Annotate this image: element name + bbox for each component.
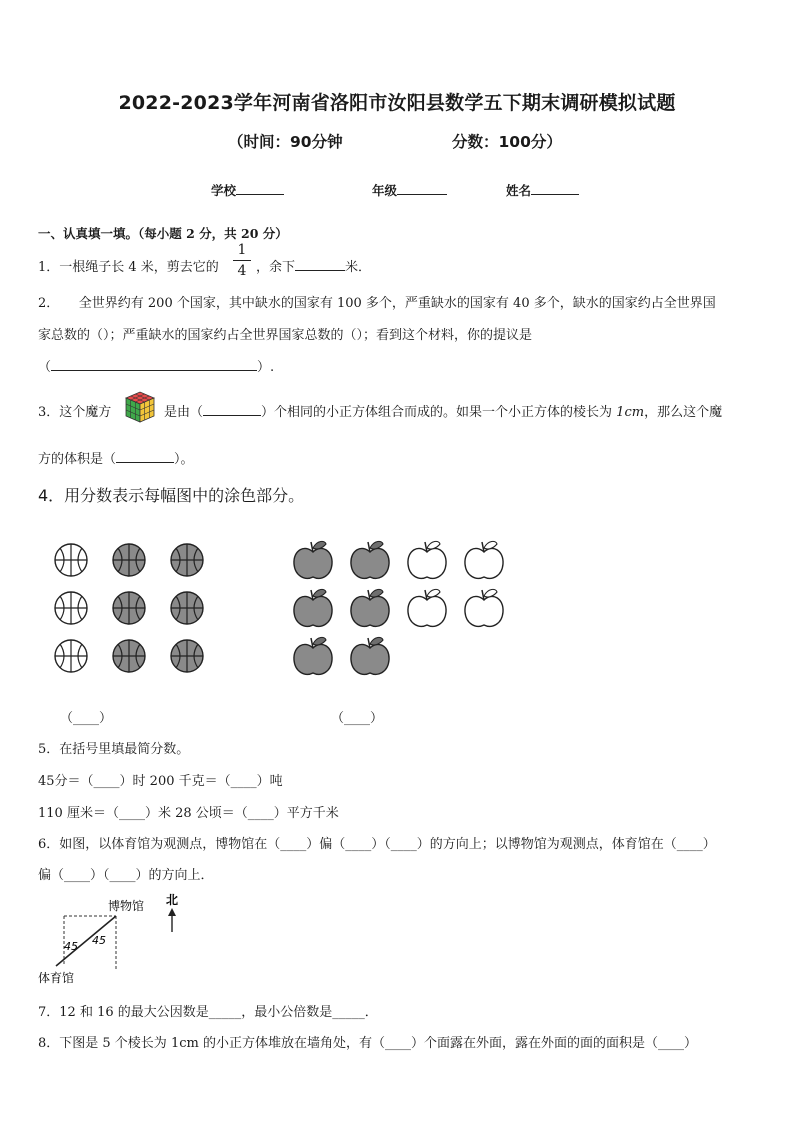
q8-text: 8．下图是 5 个棱长为 1cm 的小正方体堆放在墙角处，有（____）个面露在外面，露在外面的面的面积是（____） <box>38 1036 697 1051</box>
q3-line2-pre: 方的体积是（ <box>38 452 117 467</box>
basketball-shaded-icon <box>171 640 203 672</box>
q2-line2: 家总数的（）；严重缺水的国家约占全世界国家总数的（）；看到这个材料，你的提议是 <box>38 328 533 343</box>
name-field[interactable] <box>506 181 579 199</box>
school-field[interactable] <box>211 181 284 199</box>
q4-answer-1[interactable]: （____） <box>60 711 113 726</box>
basketball-shaded-icon <box>113 640 145 672</box>
q3-volume-blank[interactable] <box>116 449 174 463</box>
q1-rest <box>256 256 371 275</box>
q3-count-blank[interactable] <box>203 402 261 416</box>
q2-line1: 2． 全世界约有 200 个国家，其中缺水的国家有 100 多个，严重缺水的国家有 40 多个，缺水的国家约占全世界国 <box>38 296 716 311</box>
q1-post: 米． <box>345 260 372 275</box>
q2-line3 <box>38 356 274 375</box>
apple-icon <box>465 541 503 578</box>
gym-label: 体育馆 <box>38 971 75 985</box>
q6-line1: 6．如图，以体育馆为观测点，博物馆在（____）偏（____）（____）的方向上；以博物馆为观测点，体育馆在（____） <box>38 837 716 852</box>
q3-mid: 是由（ <box>164 405 204 420</box>
direction-diagram <box>36 890 196 990</box>
apple-shaded-icon <box>294 589 332 626</box>
q5-text: 5．在括号里填最简分数。 <box>38 742 190 757</box>
basketball-figure <box>40 530 240 690</box>
q2-open: （ <box>38 360 52 375</box>
apple-shaded-icon <box>351 637 389 674</box>
apple-shaded-icon <box>351 541 389 578</box>
q7-text: 7．12 和 16 的最大公因数是_____，最小公倍数是_____． <box>38 1005 378 1020</box>
basketball-shaded-icon <box>171 544 203 576</box>
q2-suggestion-blank[interactable] <box>51 357 257 371</box>
q1-denominator: 4 <box>237 263 247 279</box>
page-title: 2022-2023学年河南省洛阳市汝阳县数学五下期末调研模拟试题 <box>118 92 676 114</box>
basketball-icon <box>55 592 87 624</box>
apple-shaded-icon <box>351 589 389 626</box>
q4-text: 4．用分数表示每幅图中的涂色部分。 <box>38 486 305 505</box>
q3-unit: 1cm <box>616 405 645 420</box>
question-1 <box>38 256 219 275</box>
q6-line2: 偏（____）（____）的方向上． <box>38 868 214 883</box>
north-label: 北 <box>166 893 179 907</box>
q3-line2 <box>38 448 194 467</box>
q1-fraction <box>233 241 251 280</box>
q3-line2-post: ）。 <box>174 452 194 467</box>
exam-score: 分数：100分） <box>452 133 562 151</box>
apple-icon <box>465 589 503 626</box>
q4-answer-2[interactable]: （____） <box>331 711 384 726</box>
grade-field[interactable] <box>372 181 447 199</box>
q1-mid: ，余下 <box>256 260 296 275</box>
q2-close: ）. <box>257 360 275 375</box>
q3-line1-pre: 3．这个魔方 <box>38 405 112 420</box>
angle-label-1: 45 <box>64 940 78 953</box>
apple-shaded-icon <box>294 541 332 578</box>
q1-answer-blank[interactable] <box>295 257 345 271</box>
apple-shaded-icon <box>294 637 332 674</box>
q3-post: ，那么这个魔 <box>644 405 723 420</box>
angle-label-2: 45 <box>92 934 106 947</box>
basketball-icon <box>55 640 87 672</box>
basketball-shaded-icon <box>113 544 145 576</box>
basketball-shaded-icon <box>171 592 203 624</box>
apple-icon <box>408 541 446 578</box>
q1-pre: 1．一根绳子长 4 米，剪去它的 <box>38 260 219 275</box>
rubiks-cube-icon <box>122 390 158 424</box>
north-arrow-icon <box>168 908 176 916</box>
section-heading: 一、认真填一填。（每小题 2 分，共 20 分） <box>38 226 288 241</box>
basketball-shaded-icon <box>113 592 145 624</box>
exam-time: （时间：90分钟 <box>228 133 343 151</box>
school-label: 学校 <box>211 183 237 198</box>
q3-line1-rest <box>164 401 722 420</box>
grade-label: 年级 <box>372 183 398 198</box>
q5-row2: 110 厘米＝（____）米 28 公顷＝（____）平方千米 <box>38 806 339 821</box>
q1-numerator: 1 <box>237 242 247 258</box>
name-label: 姓名 <box>506 183 532 198</box>
q3-mid2: ）个相同的小正方体组合而成的。如果一个小正方体的棱长为 <box>261 405 613 420</box>
basketball-icon <box>55 544 87 576</box>
museum-label: 博物馆 <box>108 899 145 913</box>
q5-row1: 45分＝（____）时 200 千克＝（____）吨 <box>38 774 283 789</box>
apple-figure <box>285 530 515 690</box>
apple-icon <box>408 589 446 626</box>
